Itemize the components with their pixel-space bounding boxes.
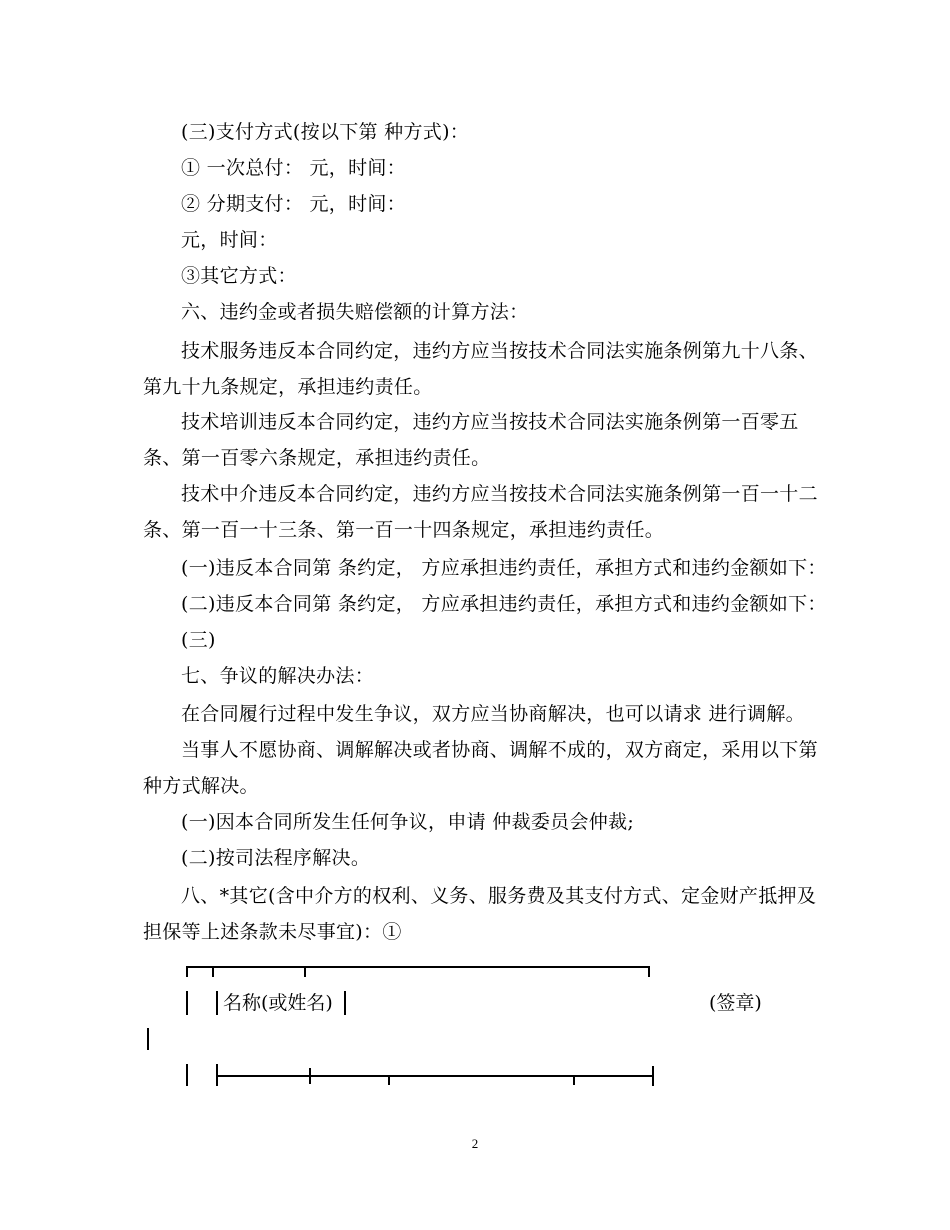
table-tick bbox=[186, 966, 188, 977]
table-tick bbox=[309, 1068, 311, 1084]
tech-service-clause-line-1: 技术服务违反本合同约定，违约方应当按技术合同法实施条例第九十八条、 bbox=[181, 340, 818, 362]
arbitration-option-line: (一)因本合同所发生任何争议，申请 仲裁委员会仲裁; bbox=[181, 811, 635, 833]
table-top-rule bbox=[186, 966, 649, 968]
dispute-mediation-line: 在合同履行过程中发生争议，双方应当协商解决，也可以请求 进行调解。 bbox=[181, 703, 805, 725]
dispute-resolution-line-2: 种方式解决。 bbox=[143, 775, 259, 797]
table-tick bbox=[648, 966, 650, 977]
table-tick bbox=[388, 1075, 390, 1085]
dispute-resolution-line-1: 当事人不愿协商、调解解决或者协商、调解不成的，双方商定，采用以下第 bbox=[181, 739, 818, 761]
seal-label: (签章) bbox=[709, 992, 762, 1014]
tech-service-clause-line-2: 第九十九条规定，承担违约责任。 bbox=[143, 376, 433, 398]
page-number: 2 bbox=[471, 1136, 479, 1151]
table-tick bbox=[212, 966, 214, 977]
table-tick bbox=[573, 1075, 575, 1085]
other-payment-line: ③其它方式： bbox=[181, 265, 297, 287]
installment-time-line: 元，时间： bbox=[181, 229, 278, 251]
name-label: 名称(或姓名) bbox=[223, 992, 333, 1014]
installment-payment-line: ② 分期支付： 元，时间： bbox=[181, 193, 406, 215]
lump-sum-payment-line: ① 一次总付： 元，时间： bbox=[181, 157, 406, 179]
table-cell-border bbox=[147, 1028, 149, 1050]
judicial-option-line: (二)按司法程序解决。 bbox=[181, 847, 371, 869]
tech-training-clause-line-2: 条、第一百零六条规定，承担违约责任。 bbox=[143, 447, 491, 469]
table-cell-border bbox=[186, 1064, 188, 1086]
breach-item-two: (二)违反本合同第 条约定， 方应承担违约责任，承担方式和违约金额如下： bbox=[181, 593, 827, 615]
section-six-heading: 六、违约金或者损失赔偿额的计算方法： bbox=[181, 301, 529, 323]
section-eight-heading-line-2: 担保等上述条款未尽事宜)：① bbox=[143, 921, 402, 943]
breach-item-one: (一)违反本合同第 条约定， 方应承担违约责任，承担方式和违约金额如下： bbox=[181, 557, 827, 579]
table-cell-border bbox=[216, 991, 218, 1015]
payment-method-heading: (三)支付方式(按以下第 种方式)： bbox=[181, 121, 470, 143]
tech-agency-clause-line-1: 技术中介违反本合同约定，违约方应当按技术合同法实施条例第一百一十二 bbox=[181, 483, 818, 505]
table-cell-border bbox=[186, 991, 188, 1015]
section-eight-heading-line-1: 八、*其它(含中介方的权利、义务、服务费及其支付方式、定金财产抵押及 bbox=[181, 885, 817, 907]
breach-item-three: (三) bbox=[181, 629, 216, 651]
table-tick bbox=[304, 966, 306, 977]
table-bottom-rule bbox=[216, 1075, 653, 1077]
tech-agency-clause-line-2: 条、第一百一十三条、第一百一十四条规定，承担违约责任。 bbox=[143, 519, 665, 541]
table-cell-border bbox=[344, 991, 346, 1015]
section-seven-heading: 七、争议的解决办法： bbox=[181, 665, 375, 687]
tech-training-clause-line-1: 技术培训违反本合同约定，违约方应当按技术合同法实施条例第一百零五 bbox=[181, 411, 799, 433]
table-tick bbox=[652, 1066, 654, 1086]
